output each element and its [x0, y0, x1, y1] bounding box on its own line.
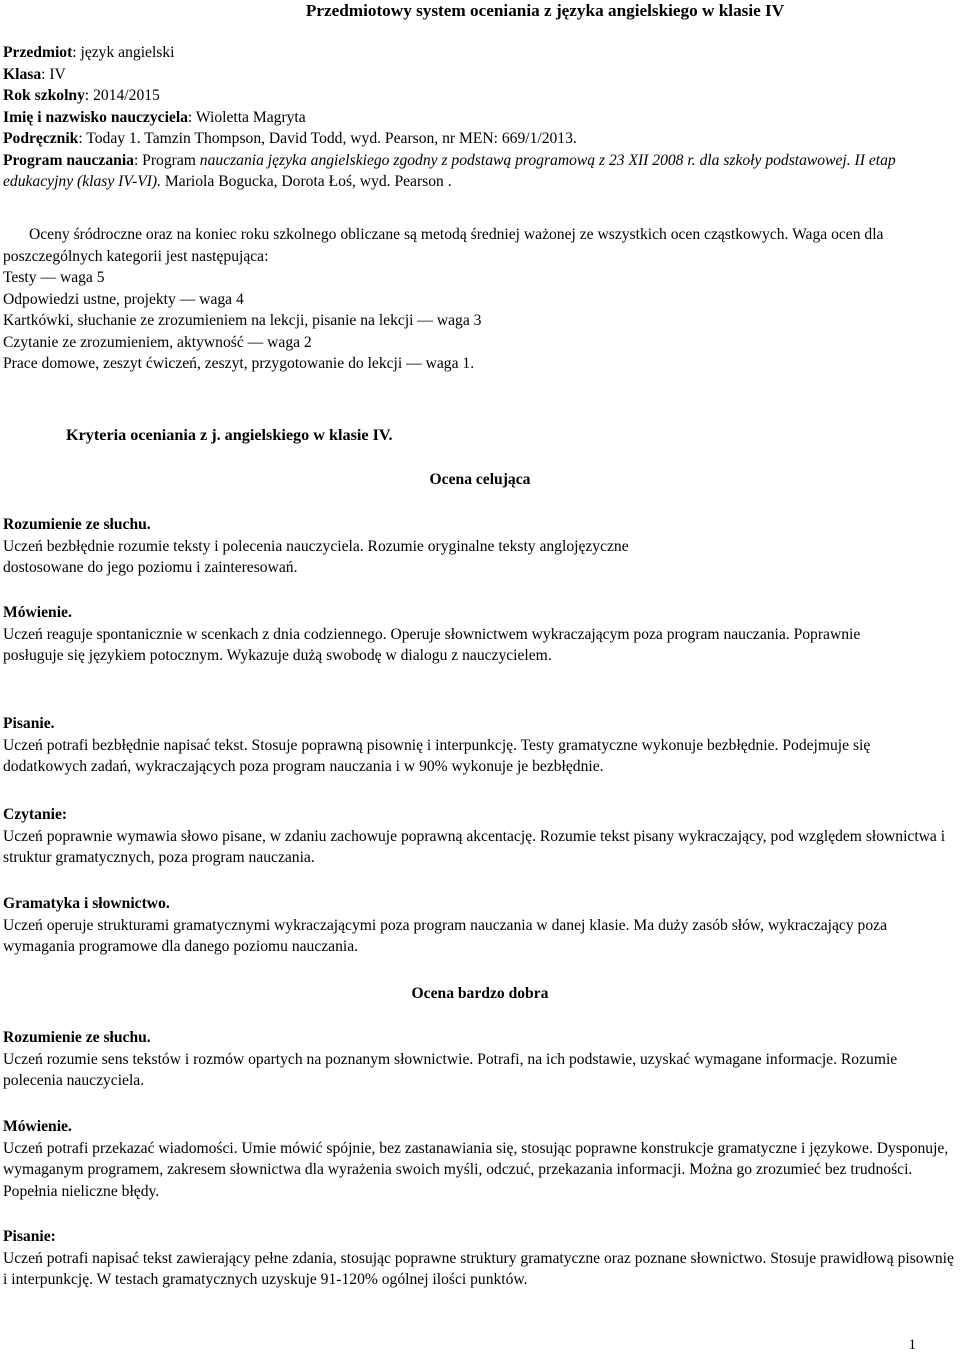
section-celujaca-speaking: Mówienie. Uczeń reaguje spontanicznie w scenkach z dnia codziennego. Operuje słownictwem wykraczającym poza program nauczania. Poprawnie posługuje się językiem potocznym. Wykazuje dużą swobodę w dialogu z nauczycielem. — [3, 604, 861, 664]
section-bdb-listening: Rozumienie ze słuchu. Uczeń rozumie sens tekstów i rozmów opartych na poznanym słownictwie. Potrafi, na ich podstawie, uzyskać wymagane informacje. Rozumie polecenia nauczyciela. — [3, 1029, 898, 1089]
section-celujaca-grammar: Gramatyka i słownictwo. Uczeń operuje strukturami gramatycznymi wykraczającymi poza program nauczania w danej klasie. Ma duży zasób słów, wykraczający poza wymagania programowe dla danego poziomu nauczania. — [3, 895, 887, 955]
section-celujaca-reading: Czytanie: Uczeń poprawnie wymawia słowo pisane, w zdaniu zachowuje poprawną akcentację. Rozumie tekst pisany wykraczający, pod względem słownictwa i struktur gramatycznych, poza program nauczania. — [3, 806, 946, 866]
grading-intro: Oceny śródroczne oraz na koniec roku szkolnego obliczane są metodą średniej ważonej ze wszystkich ocen cząstkowych. Waga ocen dla poszczególnych kategorii jest następująca: — [3, 226, 884, 265]
criteria-title: Kryteria oceniania z j. angielskiego w klasie IV. — [66, 426, 393, 444]
document-title: Przedmiotowy system oceniania z języka angielskiego w klasie IV — [305, 1, 785, 20]
weight-item: Testy — waga 5 — [3, 269, 105, 286]
meta-year: Rok szkolny: 2014/2015 — [3, 87, 160, 104]
weight-item: Czytanie ze zrozumieniem, aktywność — waga 2 — [3, 333, 312, 351]
weight-item: Prace domowe, zeszyt ćwiczeń, zeszyt, przygotowanie do lekcji — waga 1. — [3, 355, 475, 372]
section-bdb-speaking: Mówienie. Uczeń potrafi przekazać wiadomości. Umie mówić spójnie, bez zastanawiania się, stosując poprawne konstrukcje gramatyczne i językowe. Dysponuje, wymaganym programem, zakresem słownictwa dla wyrażenia swoich myśli, odczuć, przekazania informacji. Można go zrozumieć bez trudności. Popełnia nieliczne błędy. — [3, 1118, 949, 1200]
section-celujaca-listening: Rozumienie ze słuchu. Uczeń bezbłędnie rozumie teksty i polecenia nauczyciela. Rozumie oryginalne teksty anglojęzyczne dostosowane do jego poziomu i zainteresowań. — [3, 516, 629, 576]
grade-heading-bardzo-dobra: Ocena bardzo dobra — [411, 985, 549, 1002]
page-number: 1 — [908, 1337, 916, 1353]
section-celujaca-writing: Pisanie. Uczeń potrafi bezbłędnie napisać tekst. Stosuje poprawną pisownię i interpunkcję. Testy gramatyczne wykonuje bezbłędnie. Podejmuje się dodatkowych zadań, wykraczających poza program nauczania i w 90% wykonuje je bezbłędnie. — [3, 715, 871, 775]
meta-block — [3, 42, 957, 193]
grade-heading-celujaca: Ocena celująca — [429, 471, 531, 488]
section-bdb-writing: Pisanie: Uczeń potrafi napisać tekst zawierający pełne zdania, stosując poprawne struktury gramatyczne oraz poznane słownictwo. Stosuje prawidłową pisownię i interpunkcję. W testach gramatycznych uzyskuje 91-120% ogólnej ilości punktów. — [3, 1228, 954, 1288]
weight-item: Kartkówki, słuchanie ze zrozumieniem na lekcji, pisanie na lekcji — waga 3 — [3, 312, 482, 329]
meta-subject: Przedmiot: język angielski — [3, 44, 175, 61]
weights-block — [3, 224, 957, 375]
meta-teacher: Imię i nazwisko nauczyciela: Wioletta Magryta — [3, 108, 306, 126]
meta-program: Program nauczania: Program nauczania języka angielskiego zgodny z podstawą programową z 23 XII 2008 r. dla szkoły podstawowej. II etap edukacyjny (klasy IV-VI). Mariola Bogucka, Dorota Łoś, wyd. Pearson . — [3, 151, 896, 190]
meta-textbook: Podręcznik: Today 1. Tamzin Thompson, David Todd, wyd. Pearson, nr MEN: 669/1/2013. — [3, 130, 577, 147]
meta-class: Klasa: IV — [3, 65, 66, 83]
weight-item: Odpowiedzi ustne, projekty — waga 4 — [3, 290, 244, 308]
